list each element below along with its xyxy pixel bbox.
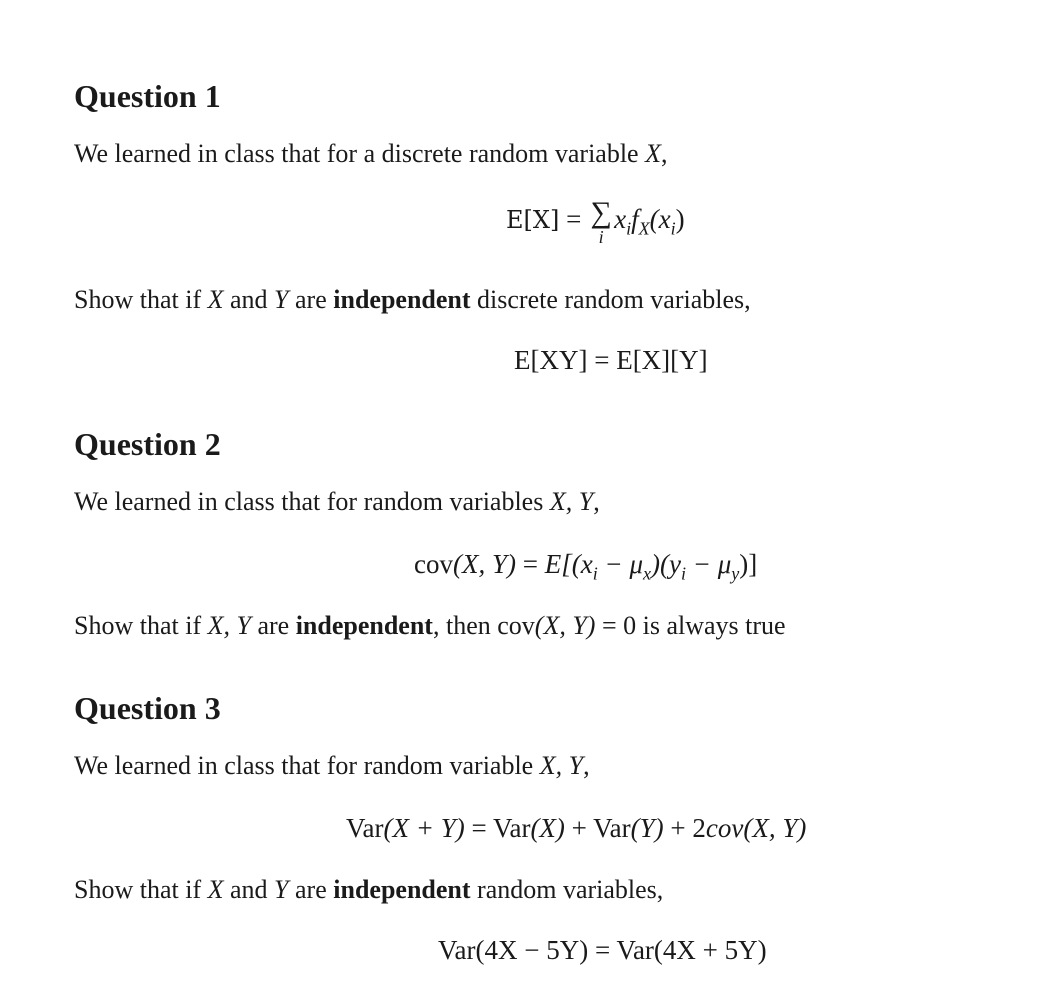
question-2-intro: We learned in class that for random variables X, Y, [74, 487, 600, 516]
question-1-task: Show that if X and Y are independent discrete random variables, [74, 285, 751, 314]
question-1-target-equation: E[XY] = E[X][Y] [514, 345, 708, 375]
question-2-covariance-equation: cov(X, $Y) = E[(x_i - \mu_x)(y_i - \mu_y)]$ [414, 549, 758, 584]
question-2-heading: Question 2 [74, 426, 221, 462]
question-3-target-equation: Var(4X − 5Y) = Var(4X + 5Y) [438, 935, 767, 965]
question-3-variance-equation: Var(X + Y) = Var(X) + Var(Y) + 2cov(X, Y) [346, 813, 807, 843]
question-3-heading: Question 3 [74, 690, 221, 726]
question-1-heading: Question 1 [74, 78, 221, 114]
question-1-expectation-equation: E[X] = ∑ i $x_if_X(x_i)$ [506, 196, 685, 247]
question-1-intro: We learned in class that for a discrete random variable X, [74, 139, 668, 168]
sum-symbol: ∑ i [590, 196, 612, 247]
question-3-intro: We learned in class that for random variable X, Y, [74, 751, 590, 780]
question-2-task: Show that if X, Y are independent, then cov(X, Y) = 0 is always true [74, 611, 786, 640]
question-3-task: Show that if X and Y are independent random variables, [74, 875, 664, 904]
